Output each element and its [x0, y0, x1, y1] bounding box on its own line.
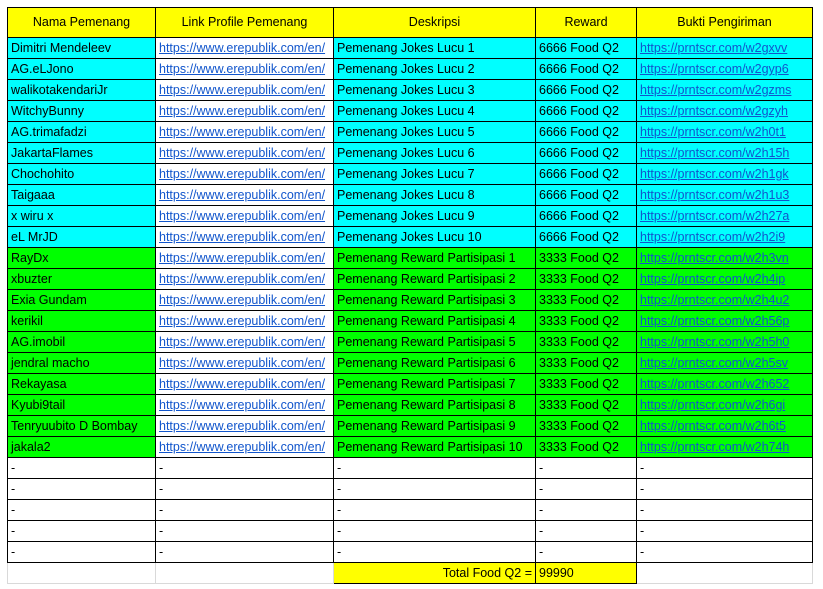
cell-deskripsi[interactable]: Pemenang Reward Partisipasi 1	[334, 248, 536, 269]
table-row	[8, 416, 813, 437]
cell-reward[interactable]: 3333 Food Q2	[536, 437, 637, 458]
empty-cell[interactable]: -	[536, 542, 637, 563]
empty-cell[interactable]: -	[8, 542, 156, 563]
table-row	[8, 227, 813, 248]
table-row	[8, 80, 813, 101]
cell-bukti-pengiriman[interactable]: https://prntscr.com/w2gxvv	[637, 38, 813, 59]
cell-nama-pemenang[interactable]: Dimitri Mendeleev	[8, 38, 156, 59]
cell-nama-pemenang[interactable]: walikotakendariJr	[8, 80, 156, 101]
cell-nama-pemenang[interactable]: AG.eLJono	[8, 59, 156, 80]
empty-cell[interactable]: -	[334, 500, 536, 521]
cell-bukti-pengiriman[interactable]: https://prntscr.com/w2h74h	[637, 437, 813, 458]
cell-bukti-pengiriman[interactable]: https://prntscr.com/w2h4ip	[637, 269, 813, 290]
cell-bukti-pengiriman[interactable]: https://prntscr.com/w2h5sv	[637, 353, 813, 374]
empty-cell[interactable]: -	[536, 500, 637, 521]
empty-row	[8, 479, 813, 500]
header-reward[interactable]: Reward	[536, 8, 637, 38]
cell-link-profile[interactable]: https://www.erepublik.com/en/	[156, 416, 334, 437]
table-row	[8, 143, 813, 164]
cell-link-profile[interactable]: https://www.erepublik.com/en/	[156, 206, 334, 227]
cell-bukti-pengiriman[interactable]: https://prntscr.com/w2h2i9	[637, 227, 813, 248]
cell-deskripsi[interactable]: Pemenang Jokes Lucu 3	[334, 80, 536, 101]
empty-cell[interactable]: -	[8, 500, 156, 521]
cell-link-profile[interactable]: https://www.erepublik.com/en/	[156, 248, 334, 269]
cell-link-profile[interactable]: https://www.erepublik.com/en/	[156, 374, 334, 395]
cell-bukti-pengiriman[interactable]: https://prntscr.com/w2h0t1	[637, 122, 813, 143]
cell-bukti-pengiriman[interactable]: https://prntscr.com/w2h56p	[637, 311, 813, 332]
total-row	[8, 563, 813, 584]
cell-deskripsi[interactable]: Pemenang Reward Partisipasi 7	[334, 374, 536, 395]
empty-cell[interactable]: -	[156, 542, 334, 563]
table-row	[8, 164, 813, 185]
cell-link-profile[interactable]: https://www.erepublik.com/en/	[156, 395, 334, 416]
table-row	[8, 248, 813, 269]
empty-cell[interactable]: -	[637, 542, 813, 563]
table-row	[8, 206, 813, 227]
cell-reward[interactable]: 6666 Food Q2	[536, 227, 637, 248]
cell-deskripsi[interactable]: Pemenang Reward Partisipasi 8	[334, 395, 536, 416]
cell-reward[interactable]: 3333 Food Q2	[536, 374, 637, 395]
table-row	[8, 311, 813, 332]
cell-deskripsi[interactable]: Pemenang Jokes Lucu 10	[334, 227, 536, 248]
winners-table	[7, 7, 813, 584]
cell-deskripsi[interactable]: Pemenang Jokes Lucu 7	[334, 164, 536, 185]
cell-reward[interactable]: 3333 Food Q2	[536, 332, 637, 353]
cell-bukti-pengiriman[interactable]: https://prntscr.com/w2gzyh	[637, 101, 813, 122]
cell-link-profile[interactable]: https://www.erepublik.com/en/	[156, 185, 334, 206]
table-row	[8, 269, 813, 290]
cell-bukti-pengiriman[interactable]: https://prntscr.com/w2h1u3	[637, 185, 813, 206]
table-row	[8, 38, 813, 59]
cell-reward[interactable]: 3333 Food Q2	[536, 248, 637, 269]
cell-bukti-pengiriman[interactable]: https://prntscr.com/w2h6gi	[637, 395, 813, 416]
cell-nama-pemenang[interactable]: Chochohito	[8, 164, 156, 185]
cell-bukti-pengiriman[interactable]: https://prntscr.com/w2h15h	[637, 143, 813, 164]
empty-cell[interactable]: -	[156, 479, 334, 500]
empty-cell[interactable]	[156, 563, 334, 584]
cell-nama-pemenang[interactable]: Tenryuubito D Bombay	[8, 416, 156, 437]
cell-nama-pemenang[interactable]: JakartaFlames	[8, 143, 156, 164]
cell-deskripsi[interactable]: Pemenang Jokes Lucu 8	[334, 185, 536, 206]
table-row	[8, 332, 813, 353]
cell-reward[interactable]: 6666 Food Q2	[536, 59, 637, 80]
empty-cell[interactable]: -	[156, 458, 334, 479]
cell-link-profile[interactable]: https://www.erepublik.com/en/	[156, 311, 334, 332]
cell-deskripsi[interactable]: Pemenang Jokes Lucu 6	[334, 143, 536, 164]
cell-link-profile[interactable]: https://www.erepublik.com/en/	[156, 353, 334, 374]
empty-cell[interactable]: -	[8, 458, 156, 479]
cell-bukti-pengiriman[interactable]: https://prntscr.com/w2h5h0	[637, 332, 813, 353]
empty-cell[interactable]: -	[536, 479, 637, 500]
table-row	[8, 122, 813, 143]
total-value[interactable]: 99990	[536, 563, 637, 584]
cell-reward[interactable]: 6666 Food Q2	[536, 143, 637, 164]
cell-nama-pemenang[interactable]: x wiru x	[8, 206, 156, 227]
cell-reward[interactable]: 3333 Food Q2	[536, 353, 637, 374]
cell-nama-pemenang[interactable]: AG.imobil	[8, 332, 156, 353]
table-row	[8, 374, 813, 395]
cell-nama-pemenang[interactable]: Exia Gundam	[8, 290, 156, 311]
header-deskripsi[interactable]: Deskripsi	[334, 8, 536, 38]
empty-cell[interactable]: -	[334, 458, 536, 479]
table-row	[8, 290, 813, 311]
empty-row	[8, 521, 813, 542]
cell-deskripsi[interactable]: Pemenang Reward Partisipasi 4	[334, 311, 536, 332]
cell-nama-pemenang[interactable]: xbuzter	[8, 269, 156, 290]
table-row	[8, 59, 813, 80]
cell-deskripsi[interactable]: Pemenang Reward Partisipasi 3	[334, 290, 536, 311]
cell-bukti-pengiriman[interactable]: https://prntscr.com/w2h27a	[637, 206, 813, 227]
cell-reward[interactable]: 6666 Food Q2	[536, 38, 637, 59]
cell-deskripsi[interactable]: Pemenang Jokes Lucu 4	[334, 101, 536, 122]
table-row	[8, 101, 813, 122]
empty-cell[interactable]: -	[637, 479, 813, 500]
cell-bukti-pengiriman[interactable]: https://prntscr.com/w2h6t5	[637, 416, 813, 437]
cell-deskripsi[interactable]: Pemenang Jokes Lucu 9	[334, 206, 536, 227]
cell-link-profile[interactable]: https://www.erepublik.com/en/	[156, 227, 334, 248]
empty-cell[interactable]: -	[8, 521, 156, 542]
cell-link-profile[interactable]: https://www.erepublik.com/en/	[156, 122, 334, 143]
cell-reward[interactable]: 3333 Food Q2	[536, 311, 637, 332]
cell-link-profile[interactable]: https://www.erepublik.com/en/	[156, 437, 334, 458]
empty-cell[interactable]: -	[334, 521, 536, 542]
cell-nama-pemenang[interactable]: eL MrJD	[8, 227, 156, 248]
cell-reward[interactable]: 3333 Food Q2	[536, 416, 637, 437]
cell-bukti-pengiriman[interactable]: https://prntscr.com/w2gyp6	[637, 59, 813, 80]
cell-link-profile[interactable]: https://www.erepublik.com/en/	[156, 269, 334, 290]
empty-cell[interactable]: -	[536, 458, 637, 479]
empty-cell[interactable]	[8, 563, 156, 584]
empty-cell[interactable]: -	[156, 500, 334, 521]
header-row	[8, 8, 813, 38]
empty-cell[interactable]: -	[334, 479, 536, 500]
cell-nama-pemenang[interactable]: kerikil	[8, 311, 156, 332]
empty-cell[interactable]: -	[536, 521, 637, 542]
cell-reward[interactable]: 3333 Food Q2	[536, 395, 637, 416]
empty-cell[interactable]: -	[156, 521, 334, 542]
cell-reward[interactable]: 6666 Food Q2	[536, 101, 637, 122]
header-link-profile[interactable]: Link Profile Pemenang	[156, 8, 334, 38]
cell-deskripsi[interactable]: Pemenang Reward Partisipasi 9	[334, 416, 536, 437]
cell-nama-pemenang[interactable]: AG.trimafadzi	[8, 122, 156, 143]
cell-deskripsi[interactable]: Pemenang Reward Partisipasi 10	[334, 437, 536, 458]
empty-cell[interactable]: -	[637, 458, 813, 479]
cell-reward[interactable]: 6666 Food Q2	[536, 164, 637, 185]
cell-link-profile[interactable]: https://www.erepublik.com/en/	[156, 59, 334, 80]
empty-cell[interactable]	[637, 563, 813, 584]
empty-cell[interactable]: -	[334, 542, 536, 563]
empty-row	[8, 542, 813, 563]
cell-deskripsi[interactable]: Pemenang Reward Partisipasi 5	[334, 332, 536, 353]
total-label[interactable]: Total Food Q2 =	[334, 563, 536, 584]
cell-nama-pemenang[interactable]: WitchyBunny	[8, 101, 156, 122]
cell-nama-pemenang[interactable]: Taigaaa	[8, 185, 156, 206]
cell-bukti-pengiriman[interactable]: https://prntscr.com/w2h4u2	[637, 290, 813, 311]
cell-deskripsi[interactable]: Pemenang Reward Partisipasi 2	[334, 269, 536, 290]
cell-bukti-pengiriman[interactable]: https://prntscr.com/w2h1gk	[637, 164, 813, 185]
cell-reward[interactable]: 3333 Food Q2	[536, 290, 637, 311]
empty-cell[interactable]: -	[637, 500, 813, 521]
header-bukti-pengiriman[interactable]: Bukti Pengiriman	[637, 8, 813, 38]
empty-row	[8, 500, 813, 521]
cell-deskripsi[interactable]: Pemenang Jokes Lucu 1	[334, 38, 536, 59]
cell-nama-pemenang[interactable]: Kyubi9tail	[8, 395, 156, 416]
cell-link-profile[interactable]: https://www.erepublik.com/en/	[156, 290, 334, 311]
table-row	[8, 437, 813, 458]
table-row	[8, 395, 813, 416]
empty-row	[8, 458, 813, 479]
cell-deskripsi[interactable]: Pemenang Jokes Lucu 5	[334, 122, 536, 143]
empty-cell[interactable]: -	[637, 521, 813, 542]
cell-link-profile[interactable]: https://www.erepublik.com/en/	[156, 164, 334, 185]
cell-link-profile[interactable]: https://www.erepublik.com/en/	[156, 38, 334, 59]
cell-bukti-pengiriman[interactable]: https://prntscr.com/w2gzms	[637, 80, 813, 101]
cell-bukti-pengiriman[interactable]: https://prntscr.com/w2h3vn	[637, 248, 813, 269]
cell-link-profile[interactable]: https://www.erepublik.com/en/	[156, 101, 334, 122]
cell-reward[interactable]: 3333 Food Q2	[536, 269, 637, 290]
cell-nama-pemenang[interactable]: Rekayasa	[8, 374, 156, 395]
cell-link-profile[interactable]: https://www.erepublik.com/en/	[156, 80, 334, 101]
cell-deskripsi[interactable]: Pemenang Jokes Lucu 2	[334, 59, 536, 80]
cell-reward[interactable]: 6666 Food Q2	[536, 185, 637, 206]
empty-cell[interactable]: -	[8, 479, 156, 500]
table-row	[8, 353, 813, 374]
spreadsheet	[7, 7, 813, 584]
cell-reward[interactable]: 6666 Food Q2	[536, 206, 637, 227]
cell-reward[interactable]: 6666 Food Q2	[536, 80, 637, 101]
cell-bukti-pengiriman[interactable]: https://prntscr.com/w2h652	[637, 374, 813, 395]
cell-link-profile[interactable]: https://www.erepublik.com/en/	[156, 143, 334, 164]
cell-nama-pemenang[interactable]: jendral macho	[8, 353, 156, 374]
table-row	[8, 185, 813, 206]
cell-nama-pemenang[interactable]: jakala2	[8, 437, 156, 458]
cell-reward[interactable]: 6666 Food Q2	[536, 122, 637, 143]
cell-deskripsi[interactable]: Pemenang Reward Partisipasi 6	[334, 353, 536, 374]
header-nama-pemenang[interactable]: Nama Pemenang	[8, 8, 156, 38]
cell-nama-pemenang[interactable]: RayDx	[8, 248, 156, 269]
cell-link-profile[interactable]: https://www.erepublik.com/en/	[156, 332, 334, 353]
